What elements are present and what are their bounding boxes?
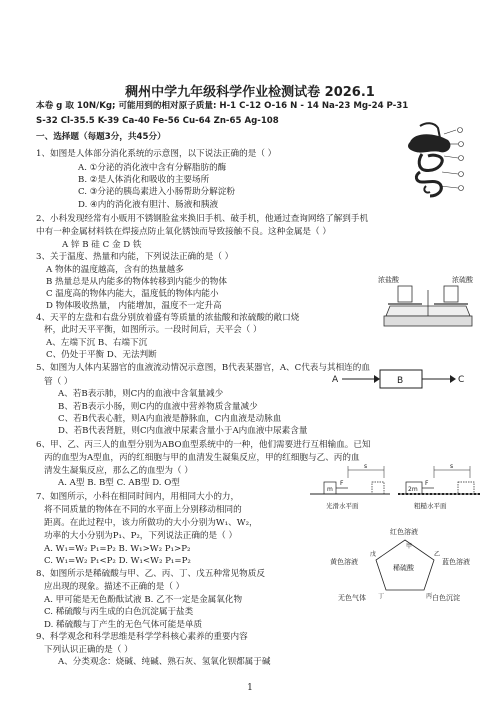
blood-vessel-a-label: A xyxy=(332,375,339,385)
question-line: 杯，此时天平平衡，如图所示。一段时间后，天平会（ ） xyxy=(44,325,262,335)
question-line: 清发生凝集反应，那么乙的血型为（ ） xyxy=(44,466,193,476)
question-line: C. W₁=W₂ P₁<P₂ D. W₁<W₂ P₁=P₂ xyxy=(44,556,191,566)
question-line: B. ②是人体消化和吸收的主要场所 xyxy=(78,175,210,185)
pentagon-center-label: 稀硫酸 xyxy=(393,564,414,572)
distance-label-left: s xyxy=(364,463,368,470)
organ-b-label: B xyxy=(397,376,404,386)
question-line: A. A型 B. B型 C. AB型 D. O型 xyxy=(58,478,180,488)
question-line: A 锌 B 硅 C 金 D 铁 xyxy=(62,240,142,250)
smooth-surface-label: 光滑水平面 xyxy=(326,502,359,510)
question-line: 应出现的现象。描述不正确的是（ ） xyxy=(44,582,185,592)
acid-right-label: 浓硫酸 xyxy=(452,276,473,284)
distance-label-right: s xyxy=(450,463,454,470)
question-line: C、仍处于平衡 D、无法判断 xyxy=(46,350,157,360)
question-line: 功率的大小分别为P₁、P₂，下列说法正确的是（ ） xyxy=(44,531,238,541)
question-line: 6、甲、乙、丙三人的血型分别为ABO血型系统中的一种，他们需要进行互相输血。已知 xyxy=(36,440,371,450)
vertex-bottom-left-label: 丁 xyxy=(378,593,385,600)
question-line: 5、如图为人体内某器官的血液流动情况示意图，B代表某器官，A、C代表与其相连的血 xyxy=(36,363,370,373)
page-number: 1 xyxy=(247,683,253,693)
question-line: A、左端下沉 B、右端下沉 xyxy=(46,338,148,348)
question-line: C. 稀硫酸与丙生成的白色沉淀属于盐类 xyxy=(44,607,194,617)
rough-surface-label: 粗糙水平面 xyxy=(414,502,447,510)
blood-flow-figure xyxy=(330,366,470,394)
question-line: C 温度高的物体内能大，温度低的物体内能小 xyxy=(46,289,219,299)
question-line: C、若B代表心脏，则A内血液是静脉血，C内血液是动脉血 xyxy=(58,414,282,424)
question-line: 将不同质量的物体在不同的水平面上分别移动相同的 xyxy=(44,505,242,515)
atomic-mass-note-1: 本卷 g 取 10N/Kg; 可能用到的相对原子质量: H-1 C-12 O-16 N - 14 Na-23 Mg-24 P-31 xyxy=(36,101,409,111)
vertex-right-label: 乙 xyxy=(434,551,441,558)
question-line: D 物体吸收热量， 内能增加，温度不一定升高 xyxy=(46,301,222,311)
question-line: A、若B表示肺，则C内的血液中含氧量减少 xyxy=(58,389,224,399)
mass-label-right: 2m xyxy=(408,486,418,493)
digestive-system-figure xyxy=(404,120,464,206)
question-line: 8、如图所示是稀硫酸与甲、乙、丙、丁、戊五种常见物质反 xyxy=(36,569,265,579)
node-left-label: 黄色溶液 xyxy=(330,558,358,566)
question-line: 1、如图是人体部分消化系统的示意图，以下说法正确的是（ ） xyxy=(36,149,277,159)
atomic-mass-note-2: S-32 Cl-35.5 K-39 Ca-40 Fe-56 Cu-64 Zn-65 Ag-108 xyxy=(36,116,279,126)
node-bottom-left-label: 无色气体 xyxy=(338,594,366,602)
question-line: A 物体的温度越高，含有的热量越多 xyxy=(46,265,184,275)
node-top-label: 红色溶液 xyxy=(390,528,418,536)
mass-label-left: m xyxy=(327,486,333,493)
balance-figure xyxy=(378,270,478,332)
question-line: D. ④内的消化液有胆汁、肠液和胰液 xyxy=(78,200,219,210)
question-line: 7、如图所示，小科在相同时间内，用相同大小的力， xyxy=(36,492,240,502)
question-line: 9、科学观念和科学思维是科学学科核心素养的重要内容 xyxy=(36,632,248,642)
blood-vessel-c-label: C xyxy=(458,375,465,385)
question-line: 3、关于温度、热量和内能，下列说法正确的是（ ） xyxy=(36,252,234,262)
question-line: A. W₁=W₂ P₁=P₂ B. W₁>W₂ P₁>P₂ xyxy=(44,544,191,554)
force-label-right: F xyxy=(425,480,429,487)
question-line: 距离。在此过程中，该力所做功的大小分别为W₁、W₂， xyxy=(44,518,258,528)
question-line: B、若B表示小肠，则C内的血液中营养物质含量减少 xyxy=(58,402,258,412)
question-line: A. 甲可能是无色酚酞试液 B. 乙不一定是金属氧化物 xyxy=(44,595,243,605)
question-line: B 热量总是从内能多的物体转移到内能少的物体 xyxy=(46,277,227,287)
question-line: 管（ ） xyxy=(44,377,73,387)
vertex-bottom-right-label: 丙 xyxy=(426,593,433,600)
question-line: A. ①分泌的消化液中含有分解脂肪的酶 xyxy=(78,163,227,173)
question-line: 4、天平的左盘和右盘分别放着盛有等质量的浓盐酸和浓硫酸的敞口烧 xyxy=(36,313,300,323)
node-bottom-right-label: 白色沉淀 xyxy=(432,594,460,602)
question-line: D、若B代表肾脏，则C内血液中尿素含量小于A内血液中尿素含量 xyxy=(58,426,308,436)
section-heading: 一、选择题（每题3分，共45分） xyxy=(36,132,166,142)
question-line: 下列认识正确的是（ ） xyxy=(44,645,133,655)
force-work-figure xyxy=(306,458,482,514)
vertex-left-label: 戊 xyxy=(370,551,377,558)
question-line: 丙的血型为A型血，丙的红细胞与甲的血清发生凝集反应，甲的红细胞与乙、丙的血 xyxy=(44,453,360,463)
force-label-left: F xyxy=(340,480,344,487)
question-line: 2、小科发现经常有小贩用不锈钢脸盆来换旧手机、破手机，他通过查询网络了解到手机 xyxy=(36,214,369,224)
vertex-top-label: 甲 xyxy=(406,543,413,550)
node-right-label: 蓝色溶液 xyxy=(442,558,470,566)
question-line: C. ③分泌的胰岛素进入小肠帮助分解淀粉 xyxy=(78,187,235,197)
sulfuric-acid-pentagon-figure xyxy=(330,526,480,604)
question-line: A、分类观念：烧碱、纯碱、熟石灰、氢氧化钡都属于碱 xyxy=(58,657,271,667)
acid-left-label: 浓盐酸 xyxy=(378,276,399,284)
exam-title: 稠州中学九年级科学作业检测试卷 2026.1 xyxy=(125,85,375,100)
question-line: D. 稀硫酸与丁产生的无色气体可能是单质 xyxy=(44,620,203,630)
question-line: 中有一种金属材料铁在焊接点防止氧化锈蚀而导致接触不良。这种金属是（ ） xyxy=(36,227,331,237)
